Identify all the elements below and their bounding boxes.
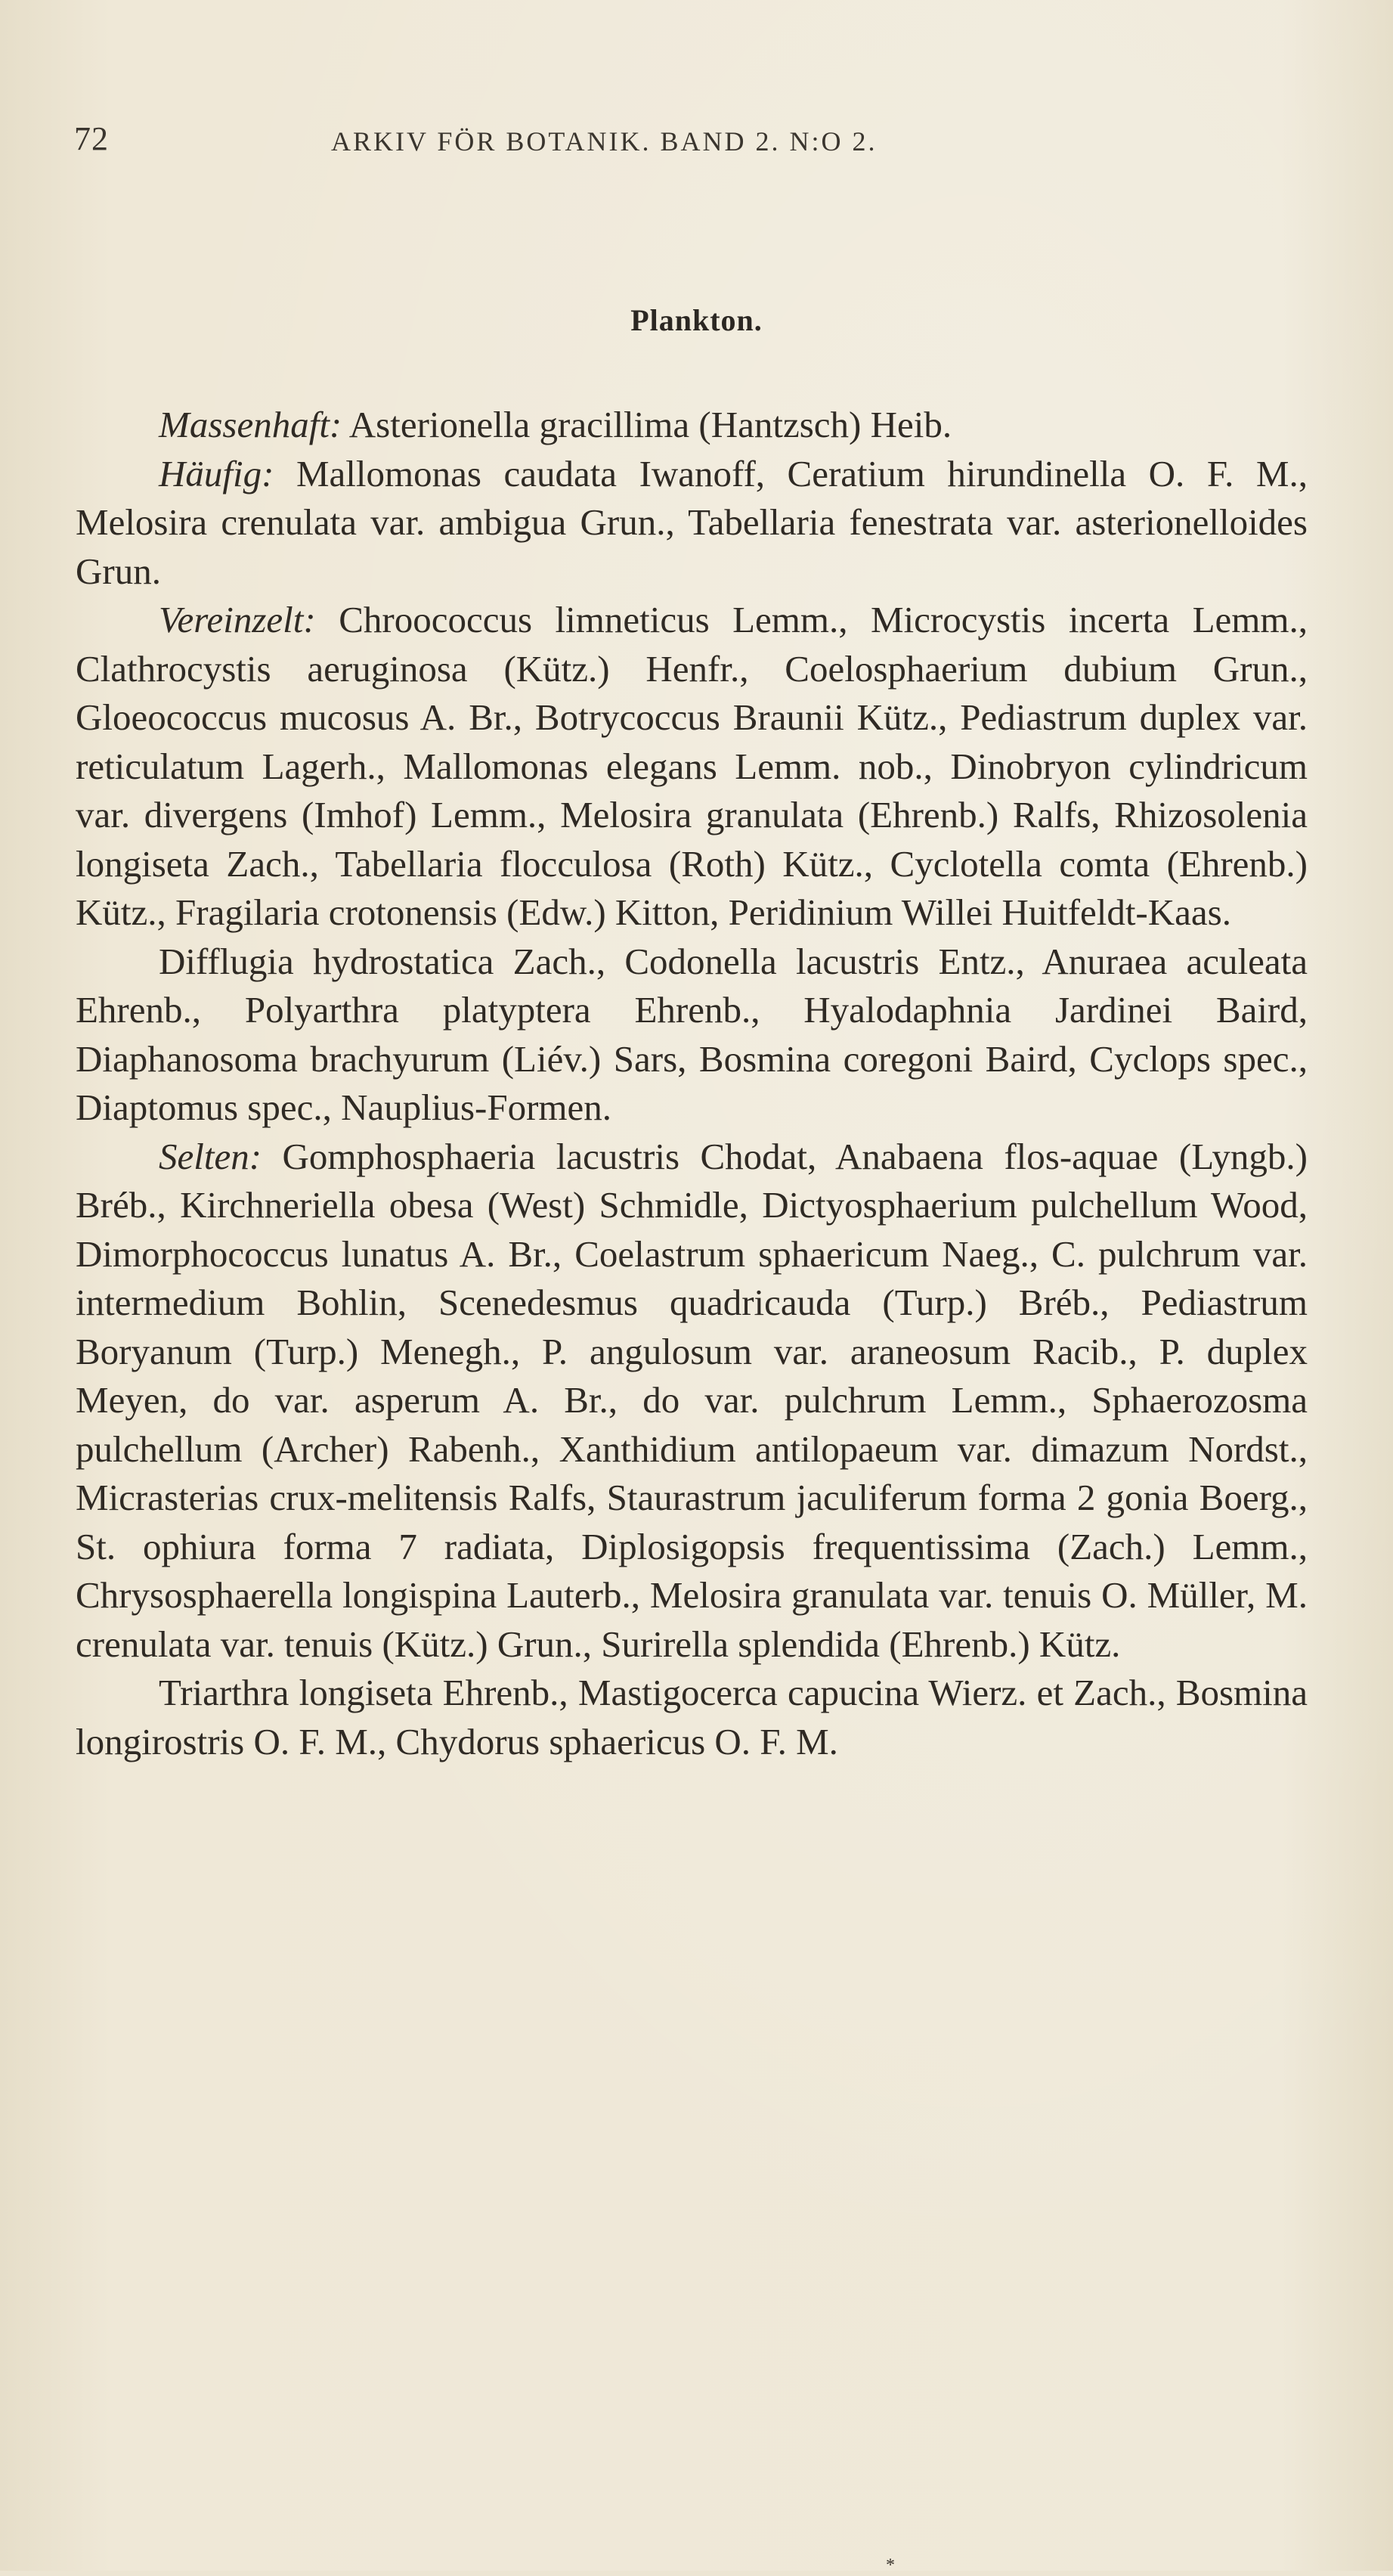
frequency-label: Massenhaft: <box>159 404 342 445</box>
species-list: Difflugia hydrostatica Zach., Codonella lacustris Entz., Anuraea aculeata Ehrenb., Polyarthra platyptera Ehrenb., Hyalodaphnia Jardinei Baird, Diaphanosoma brachyurum (Liév.) Sars, Bosmina coregoni Baird, Cyclops spec., Diaptomus spec., Nauplius-Formen. <box>76 940 1308 1128</box>
paragraph-selten-fauna <box>76 1669 1308 1766</box>
species-list: Mallomonas caudata Iwanoff, Ceratium hirundinella O. F. M., Melosira crenulata var. ambigua Grun., Tabellaria fenestrata var. asterionelloides Grun. <box>76 452 1308 592</box>
paragraph-haeufig <box>76 450 1308 597</box>
paragraph-massenhaft <box>76 401 1308 450</box>
page-number: 72 <box>74 120 109 157</box>
species-list: Asterionella gracillima (Hantzsch) Heib. <box>342 404 952 445</box>
printer-mark: * <box>886 2556 895 2575</box>
running-head: ARKIV FÖR BOTANIK. BAND 2. N:O 2. <box>331 126 878 157</box>
frequency-label: Vereinzelt: <box>159 599 316 640</box>
paragraph-vereinzelt <box>76 596 1308 938</box>
species-list: Chroococcus limneticus Lemm., Microcystis incerta Lemm., Clathrocystis aeruginosa (Kütz.) Henfr., Coelosphaerium dubium Grun., Gloeococcus mucosus A. Br., Botrycoccus Braunii Kütz., Pediastrum duplex var. reticulatum Lagerh., Mallomonas elegans Lemm. nob., Dinobryon cylindricum var. divergens (Imhof) Lemm., Melosira granulata (Ehrenb.) Ralfs, Rhizosolenia longiseta Zach., Tabellaria flocculosa (Roth) Kütz., Cyclotella comta (Ehrenb.) Kütz., Fragilaria crotonensis (Edw.) Kitton, Peridinium Willei Huitfeldt-Kaas. <box>76 599 1308 933</box>
species-list: Gomphosphaeria lacustris Chodat, Anabaena flos-aquae (Lyngb.) Bréb., Kirchneriella obesa (West) Schmidle, Dictyosphaerium pulchellum Wood, Dimorphococcus lunatus A. Br., Coelastrum sphaericum Naeg., C. pulchrum var. intermedium Bohlin, Scenedesmus quadricauda (Turp.) Bréb., Pediastrum Boryanum (Turp.) Menegh., P. angulosum var. araneosum Racib., P. duplex Meyen, do var. asperum A. Br., do var. pulchrum Lemm., Sphaerozosma pulchellum (Archer) Rabenh., Xanthidium antilopaeum var. dimazum Nordst., Micrasterias crux-melitensis Ralfs, Staurastrum jaculiferum forma 2 gonia Boerg., St. ophiura forma 7 radiata, Diplosigopsis frequentissima (Zach.) Lemm., Chrysosphaerella longispina Lauterb., Melosira granulata var. tenuis O. Müller, M. crenulata var. tenuis (Kütz.) Grun., Surirella splendida (Ehrenb.) Kütz. <box>76 1135 1308 1665</box>
page-header <box>74 119 1314 165</box>
frequency-label: Selten: <box>159 1135 262 1177</box>
section-title: Plankton. <box>630 303 763 337</box>
paragraph-vereinzelt-fauna <box>76 938 1308 1133</box>
body-text <box>76 401 1308 1766</box>
paragraph-selten <box>76 1133 1308 1669</box>
frequency-label: Häufig: <box>159 452 274 494</box>
species-list: Triarthra longiseta Ehrenb., Mastigocerca capucina Wierz. et Zach., Bosmina longirostris O. F. M., Chydorus sphaericus O. F. M. <box>76 1672 1308 1762</box>
